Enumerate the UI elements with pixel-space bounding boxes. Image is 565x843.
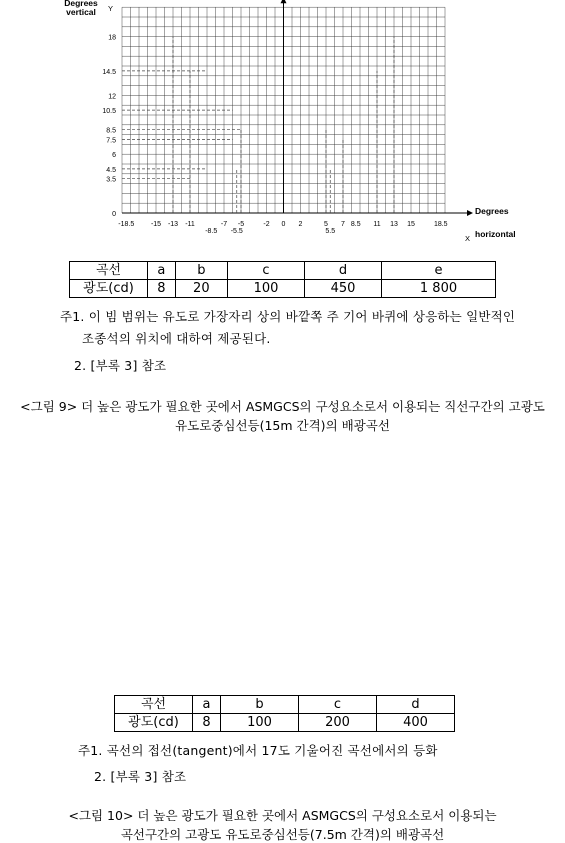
figure-10-caption-line-2: 곡선구간의 고광도 유도로중심선등(7.5m 간격)의 배광곡선: [120, 827, 445, 842]
figure-9-note-1-cont: 조종석의 위치에 대하여 제공된다.: [82, 331, 271, 346]
x-tick-label: -2: [263, 221, 270, 228]
legend-col: d: [376, 696, 454, 714]
x-tick-label: 5: [324, 221, 328, 228]
x-tick-label: 13: [390, 221, 398, 228]
legend-col: a: [193, 696, 221, 714]
y-axis-title: Degrees: [64, 0, 98, 8]
legend-col: d: [305, 262, 382, 280]
y-tick-label: 3.5: [106, 176, 116, 184]
y-tick-label: 8.5: [106, 127, 116, 135]
legend-col: e: [382, 262, 496, 280]
x-tick-label: -13: [167, 221, 179, 228]
chart-grid: [122, 0, 473, 216]
legend-value-label: 광도(cd): [115, 714, 193, 732]
legend-value: 100: [221, 714, 299, 732]
y-tick-label: 12: [108, 93, 116, 101]
y-tick-label: 7.5: [106, 137, 116, 145]
legend-value: 400: [376, 714, 454, 732]
x-tick-label: -11: [185, 221, 195, 228]
figure-9-note-2: 2. [부록 3] 참조: [74, 358, 167, 373]
y-tick-label: 0: [112, 211, 116, 218]
y-tick-label: 18: [108, 34, 116, 42]
figure-10-caption-line-1: <그림 10> 더 높은 광도가 필요한 곳에서 ASMGCS의 구성요소로서 이용되는: [68, 808, 497, 823]
figure-10-note-1: 주1. 곡선의 접선(tangent)에서 17도 기울어진 곡선에서의 등화: [78, 743, 438, 758]
legend-value: 1 800: [382, 280, 496, 298]
x-axis-title: Degrees: [475, 206, 509, 216]
legend-col: b: [221, 696, 299, 714]
x-tick-label: -8.5: [205, 228, 218, 235]
y-axis-arrow: [281, 0, 287, 3]
legend-value-label: 광도(cd): [70, 280, 148, 298]
legend-value: 8: [193, 714, 221, 732]
x-tick-label: 11: [373, 221, 381, 228]
figure-9-legend-table: [69, 261, 496, 298]
legend-header-label: 곡선: [115, 696, 193, 714]
y-axis-title: vertical: [66, 7, 96, 17]
figure-9-caption-line-2: 유도로중심선등(15m 간격)의 배광곡선: [175, 418, 390, 433]
legend-value: 100: [227, 280, 304, 298]
figure-10-legend-table: [114, 695, 455, 732]
x-tick-label: 7: [341, 221, 345, 228]
legend-value: 8: [148, 280, 176, 298]
figure-10-chart: [0, 440, 565, 695]
x-axis-arrow: [467, 210, 473, 216]
legend-value: 20: [175, 280, 227, 298]
x-tick-label: 0: [281, 221, 286, 228]
x-tick-label: -15: [150, 221, 162, 228]
y-tick-label: 6: [112, 152, 116, 160]
x-tick-label: -5: [237, 221, 245, 228]
x-axis-letter: X: [465, 234, 471, 243]
figure-9-note-1: 주1. 이 빔 범위는 유도로 가장자리 상의 바깥쪽 주 기어 바퀴에 상응하는 일반적인: [60, 309, 516, 324]
y-tick-label: 10.5: [102, 108, 116, 116]
y-axis-letter: Y: [108, 4, 114, 13]
legend-col: b: [175, 262, 227, 280]
x-tick-label: -5.5: [230, 228, 243, 235]
legend-value-row: [70, 280, 496, 298]
legend-header-row: [70, 262, 496, 280]
legend-value: 200: [299, 714, 377, 732]
x-tick-label: 2: [298, 221, 303, 228]
legend-col: a: [148, 262, 176, 280]
y-tick-label: 4.5: [106, 166, 116, 174]
x-tick-label: 8.5: [350, 221, 361, 228]
legend-col: c: [227, 262, 304, 280]
x-axis-title: horizontal: [475, 229, 516, 239]
x-tick-label: -18.5: [118, 221, 135, 228]
legend-value: 450: [305, 280, 382, 298]
figure-10-note-2: 2. [부록 3] 참조: [94, 769, 187, 784]
x-tick-label: 18.5: [433, 221, 448, 228]
x-tick-label: 5.5: [325, 228, 336, 235]
x-tick-label: -7: [220, 221, 228, 228]
figure-9-caption-line-1: <그림 9> 더 높은 광도가 필요한 곳에서 ASMGCS의 구성요소로서 이용되는 직선구간의 고광도: [20, 399, 545, 414]
figure-9-chart: [0, 0, 565, 260]
legend-col: c: [299, 696, 377, 714]
legend-header-label: 곡선: [70, 262, 148, 280]
x-tick-label: 15: [407, 221, 415, 228]
legend-header-row: [115, 696, 455, 714]
y-tick-label: 14.5: [102, 68, 116, 76]
legend-value-row: [115, 714, 455, 732]
